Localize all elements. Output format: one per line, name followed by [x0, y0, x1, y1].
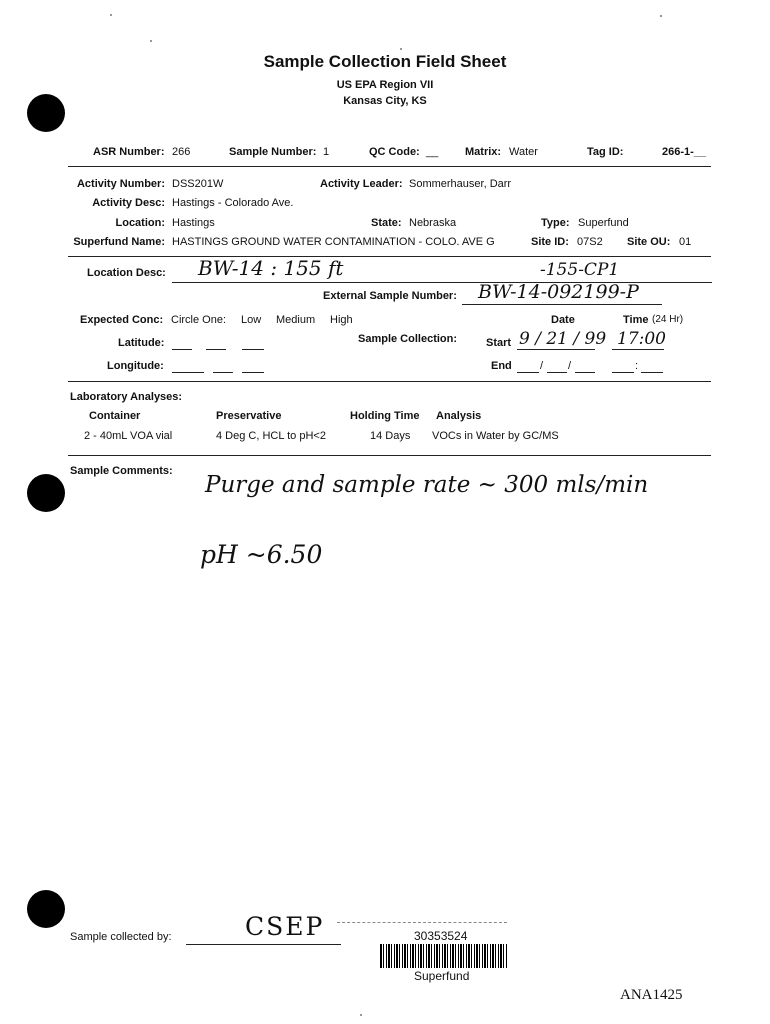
- site-ou-value: 01: [679, 236, 692, 248]
- state-label: State:: [371, 217, 402, 229]
- start-date-handwriting: 9 / 21 / 99: [519, 329, 607, 349]
- date-header: Date: [551, 314, 575, 326]
- section-divider: [68, 256, 711, 257]
- longitude-label: Longitude:: [107, 360, 164, 372]
- barcode-number: 30353524: [414, 929, 468, 943]
- section-divider: [68, 166, 711, 167]
- barcode-caption: Superfund: [414, 969, 470, 983]
- longitude-blank: [213, 372, 233, 373]
- tag-id-label: Tag ID:: [587, 146, 624, 158]
- container-cell: 2 - 40mL VOA vial: [84, 430, 173, 442]
- sample-collected-by-label: Sample collected by:: [70, 931, 172, 943]
- collector-signature: CSEP: [245, 912, 325, 941]
- external-sample-number-handwriting: BW-14-092199-P: [478, 281, 639, 303]
- end-date-slash: /: [568, 360, 572, 372]
- end-date-blank: [547, 372, 567, 373]
- longitude-blank: [172, 372, 204, 373]
- latitude-label: Latitude:: [118, 337, 165, 349]
- comment-handwriting-line1: Purge and sample rate ~ 300 mls/min: [205, 472, 649, 498]
- sample-number-value: 1: [323, 146, 330, 158]
- type-value: Superfund: [578, 217, 629, 229]
- circle-one-label: Circle One:: [171, 314, 227, 326]
- collected-by-line: [186, 944, 341, 945]
- container-header: Container: [89, 410, 141, 422]
- superfund-name-value: HASTINGS GROUND WATER CONTAMINATION - COLO. AVE G: [172, 236, 495, 248]
- dashed-mark: [337, 922, 507, 923]
- start-label: Start: [486, 337, 512, 349]
- section-divider: [68, 455, 711, 456]
- scan-speck: [400, 48, 402, 50]
- conc-medium-option: Medium: [276, 314, 316, 326]
- activity-number-label: Activity Number:: [76, 178, 165, 190]
- qc-code-value: __: [426, 146, 439, 158]
- external-sample-number-label: External Sample Number:: [323, 290, 457, 302]
- matrix-label: Matrix:: [465, 146, 502, 158]
- start-date-line: [517, 349, 595, 350]
- comment-handwriting-line2: pH ~6.50: [200, 540, 323, 569]
- site-id-value: 07S2: [577, 236, 603, 248]
- barcode: [380, 944, 508, 968]
- start-time-handwriting: 17:00: [617, 329, 666, 349]
- longitude-blank: [242, 372, 264, 373]
- location-code-handwriting: -155-CP1: [540, 260, 620, 280]
- state-value: Nebraska: [409, 217, 457, 229]
- superfund-name-label: Superfund Name:: [73, 236, 165, 248]
- page-subtitle-city: Kansas City, KS: [343, 95, 427, 107]
- latitude-blank: [206, 349, 226, 350]
- end-date-blank: [575, 372, 595, 373]
- end-time-blank: [641, 372, 663, 373]
- end-date-slash: /: [540, 360, 544, 372]
- scan-speck: [150, 40, 152, 42]
- site-id-label: Site ID:: [531, 236, 569, 248]
- latitude-blank: [172, 349, 192, 350]
- site-ou-label: Site OU:: [627, 236, 671, 248]
- asr-number-value: 266: [172, 146, 191, 158]
- holding-time-cell: 14 Days: [370, 430, 411, 442]
- location-desc-handwriting: BW-14 : 155 ft: [198, 256, 344, 280]
- hole-punch-middle: [27, 474, 65, 512]
- activity-desc-value: Hastings - Colorado Ave.: [172, 197, 294, 209]
- end-label: End: [491, 360, 512, 372]
- matrix-value: Water: [509, 146, 538, 158]
- sample-number-label: Sample Number:: [229, 146, 317, 158]
- end-time-blank: [612, 372, 634, 373]
- preservative-cell: 4 Deg C, HCL to pH<2: [216, 430, 326, 442]
- qc-code-label: QC Code:: [369, 146, 420, 158]
- location-desc-label: Location Desc:: [87, 267, 166, 279]
- end-time-colon: :: [635, 360, 639, 372]
- holding-time-header: Holding Time: [350, 410, 420, 422]
- location-label: Location:: [115, 217, 165, 229]
- end-date-blank: [517, 372, 539, 373]
- sample-collection-label: Sample Collection:: [358, 333, 458, 345]
- type-label: Type:: [541, 217, 570, 229]
- section-divider: [68, 381, 711, 382]
- latitude-blank: [242, 349, 264, 350]
- sample-comments-label: Sample Comments:: [70, 465, 173, 477]
- document-id: ANA1425: [620, 987, 683, 1003]
- conc-high-option: High: [330, 314, 353, 326]
- activity-number-value: DSS201W: [172, 178, 224, 190]
- analysis-cell: VOCs in Water by GC/MS: [432, 430, 559, 442]
- activity-leader-value: Sommerhauser, Darr: [409, 178, 512, 190]
- page-title: Sample Collection Field Sheet: [263, 52, 507, 71]
- time-header: Time: [623, 314, 649, 326]
- preservative-header: Preservative: [216, 410, 282, 422]
- activity-leader-label: Activity Leader:: [320, 178, 403, 190]
- lab-analyses-title: Laboratory Analyses:: [70, 391, 183, 403]
- expected-conc-label: Expected Conc:: [80, 314, 164, 326]
- scan-speck: [110, 14, 112, 16]
- conc-low-option: Low: [241, 314, 262, 326]
- hole-punch-bottom: [27, 890, 65, 928]
- time-unit: (24 Hr): [652, 314, 684, 325]
- asr-number-label: ASR Number:: [93, 146, 165, 158]
- scan-speck: [360, 1014, 362, 1016]
- activity-desc-label: Activity Desc:: [92, 197, 165, 209]
- analysis-header: Analysis: [436, 410, 482, 422]
- location-value: Hastings: [172, 217, 215, 229]
- scan-speck: [660, 15, 662, 17]
- page-subtitle-region: US EPA Region VII: [336, 79, 434, 91]
- external-sample-number-line: [462, 304, 662, 305]
- start-time-line: [612, 349, 664, 350]
- tag-id-value: 266-1-__: [662, 146, 707, 158]
